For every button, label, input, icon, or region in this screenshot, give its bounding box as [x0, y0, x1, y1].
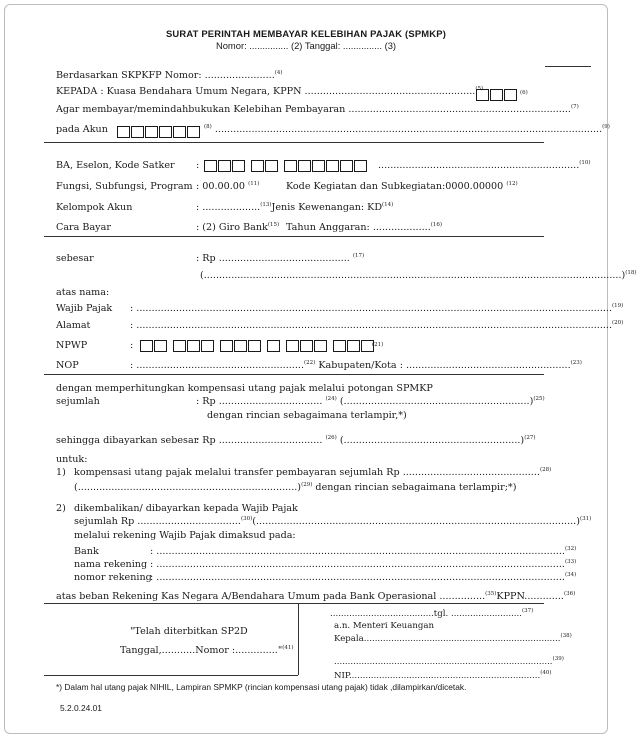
nip-text: NIP......................................................................: [334, 671, 541, 681]
ref-8: (8): [204, 124, 212, 130]
ref-5: (5): [475, 86, 484, 92]
ref-38: (38): [560, 633, 572, 639]
nomor-tanggal-line: Nomor: ............... (2) Tanggal: ............... (3): [215, 40, 397, 51]
ref-30: (30): [240, 516, 253, 522]
fungsi-label: Fungsi, Subfungsi, Program: [56, 181, 193, 192]
alamat-label: Alamat: [56, 320, 91, 331]
pada-akun-rest: [204, 124, 610, 135]
tahun-anggaran-text: Tahun Anggaran: ...................: [286, 222, 431, 233]
item-1-text: [74, 467, 551, 478]
alamat-dots: : ............................................................................................................................................................: [130, 320, 613, 331]
ref-15: (15): [267, 222, 280, 228]
ref-23: (23): [570, 360, 582, 366]
signer-name-dots: ................................................................................: [334, 657, 553, 667]
tempat-tanggal: [330, 608, 533, 619]
kppn-text: KPPN.............: [496, 591, 564, 602]
sehingga-value: [196, 435, 535, 446]
ref-36: (36): [563, 591, 576, 597]
kepala-text: Kepala........................................................................: [334, 634, 561, 644]
ref-10: (10): [579, 160, 591, 166]
ref-25: (25): [533, 396, 545, 402]
ref-40: (40): [540, 670, 552, 676]
bank-label: Bank: [74, 546, 99, 557]
nop-field: [130, 360, 582, 371]
kode-kegiatan: [286, 181, 518, 192]
sebesar-value-text: : Rp ...........................................: [196, 253, 350, 264]
rincian-terlampir: dengan rincian sebagaimana terlampir,*): [207, 410, 407, 421]
signature-vertical-divider: [298, 603, 299, 675]
ref-33: (33): [564, 559, 577, 565]
item-1-rincian: dengan rincian sebagaimana terlampir;*): [315, 482, 517, 493]
sp2d-tanggal-nomor: Tanggal,...........Nomor :..............": [120, 645, 283, 656]
ref-4: (4): [274, 70, 283, 76]
ba-code-boxes[interactable]: [204, 155, 368, 174]
jenis-kewenangan: Jenis Kewenangan: KD: [271, 202, 383, 213]
tahun-anggaran: [286, 222, 442, 233]
agar-line: [56, 104, 579, 115]
wajib-pajak-dots: : ............................................................................................................................................................: [130, 303, 613, 314]
atas-beban-text: atas beban Rekening Kas Negara A/Bendahara Umum pada Bank Operasional ...............: [56, 591, 486, 602]
kepala-line: [334, 633, 572, 644]
nip-line: [334, 670, 551, 681]
terbilang-line: [200, 270, 637, 281]
atas-nama-label: atas nama:: [56, 287, 110, 298]
nama-rekening-dots: : ......................................................................................................................................: [150, 559, 565, 570]
kepada-text: KEPADA : Kuasa Bendahara Umum Negara, KPPN ........................................................: [56, 86, 476, 97]
berdasarkan-line: [56, 70, 283, 81]
an-menteri: a.n. Menteri Keuangan: [334, 621, 435, 631]
ref-17: (17): [352, 253, 365, 259]
npwp-label: NPWP: [56, 340, 88, 351]
ref-35: (35): [485, 591, 497, 597]
sp2d-title: "Telah diterbitkan SP2D: [130, 626, 248, 637]
ba-colon: :: [196, 160, 200, 171]
kabupaten-kota: Kabupaten/Kota : ......................................................: [318, 360, 571, 371]
alamat-field: [130, 320, 623, 331]
ref-32: (32): [564, 546, 577, 552]
sejumlah-terbilang: (.............................................................): [339, 396, 534, 407]
npwp-boxes[interactable]: [140, 335, 375, 354]
tempat-tanggal-text: ......................................tgl. ..........................: [330, 609, 522, 619]
ref-28: (28): [539, 467, 552, 473]
signature-left-bottom-rule: [44, 675, 298, 676]
ref-7: (7): [570, 104, 579, 110]
document-title: SURAT PERINTAH MEMBAYAR KELEBIHAN PAJAK (SPMKP): [165, 28, 447, 39]
ref-14: (14): [382, 202, 394, 208]
item-1-kompensasi: kompensasi utang pajak melalui transfer pembayaran sejumlah Rp .............................................: [74, 467, 540, 478]
bank-dots: : ......................................................................................................................................: [150, 546, 565, 557]
sejumlah-value: [196, 396, 545, 407]
ref-26: (26): [325, 435, 337, 441]
ref-24: (24): [325, 396, 337, 402]
item-2-number: 2): [56, 503, 66, 514]
ref-31: (31): [579, 516, 592, 522]
npwp-colon: :: [130, 340, 134, 351]
terbilang-text: (.........................................................................................................................................): [200, 270, 626, 281]
nama-rekening-label: nama rekening: [74, 559, 148, 570]
fungsi-value: [196, 181, 259, 192]
ref-29: (29): [301, 482, 313, 488]
cara-bayar-text: : (2) Giro Bank: [196, 222, 268, 233]
cara-bayar-value: [196, 222, 279, 233]
nop-label: NOP: [56, 360, 79, 371]
dengan-kompensasi: dengan memperhitungkan kompensasi utang pajak melalui potongan SPMKP: [56, 383, 433, 394]
ref-20: (20): [612, 320, 624, 326]
nop-dots: : .......................................................: [130, 360, 305, 371]
wajib-pajak-field: [130, 303, 623, 314]
item-2-sejumlah: [74, 516, 591, 527]
ref-41: (41): [282, 645, 294, 651]
ref-39: (39): [552, 656, 564, 662]
sehingga-terbilang: (..........................................................): [339, 435, 525, 446]
atas-beban-line: [56, 591, 575, 602]
ba-label: BA, Eselon, Kode Satker: [56, 160, 175, 171]
cara-bayar-label: Cara Bayar: [56, 222, 111, 233]
sebesar-label: sebesar: [56, 253, 94, 264]
section-divider-2: [44, 236, 544, 237]
top-right-rule: [545, 66, 591, 67]
akun-code-boxes[interactable]: [117, 121, 201, 140]
footnote: *) Dalam hal utang pajak NIHIL, Lampiran SPMKP (rincian kompensasi utang pajak) tidak ,dilampirkan/dicetak.: [56, 682, 467, 692]
item-2-sejumlah-text: sejumlah Rp ..................................: [74, 516, 241, 527]
item-2-terbilang: (.........................................................................................................): [252, 516, 580, 527]
ref-22: (22): [304, 360, 316, 366]
ref-11: (11): [248, 181, 260, 187]
nama-rekening-field: [150, 559, 576, 570]
section-divider-3: [44, 374, 544, 375]
form-code: 5.2.0.24.01: [60, 703, 102, 713]
signer-name-line: [334, 656, 564, 667]
item-1-line2: [74, 482, 516, 493]
ref-27: (27): [524, 435, 536, 441]
sehingga-value-text: : Rp ..................................: [196, 435, 323, 446]
sp2d-line: [120, 645, 294, 656]
section-divider-1: [44, 142, 544, 143]
sejumlah-label: sejumlah: [56, 396, 100, 407]
sejumlah-value-text: : Rp ..................................: [196, 396, 323, 407]
ref-6: (6): [520, 90, 528, 96]
item-1-number: 1): [56, 467, 66, 478]
agar-text: Agar membayar/memindahbukukan Kelebihan Pembayaran .........................................................................: [56, 104, 571, 115]
wajib-pajak-label: Wajib Pajak: [56, 303, 113, 314]
item-1-terbilang: (........................................................................): [74, 482, 302, 493]
sebesar-value: [196, 253, 364, 264]
ref-19: (19): [612, 303, 624, 309]
ref-21: (21): [372, 342, 384, 348]
ba-dots-line: ..................................................................$^{(10)}$: [378, 160, 591, 171]
item-2-rekening: melalui rekening Wajib Pajak dimaksud pada:: [74, 530, 296, 541]
signature-top-rule: [44, 603, 544, 604]
untuk-label: untuk:: [56, 454, 88, 465]
bank-field: [150, 546, 576, 557]
kelompok-value: [196, 202, 393, 213]
ref-16: (16): [430, 222, 443, 228]
kode-kegiatan-text: Kode Kegiatan dan Subkegiatan:0000.00000: [286, 181, 504, 192]
ref-9: (9): [602, 124, 610, 130]
item-2-text: dikembalikan/ dibayarkan kepada Wajib Pajak: [74, 503, 298, 514]
fungsi-value-text: : 00.00.00: [196, 181, 246, 192]
pada-akun-label: pada Akun: [56, 124, 108, 135]
kelompok-label: Kelompok Akun: [56, 202, 133, 213]
kppn-code-boxes[interactable]: [476, 84, 518, 103]
ref-34: (34): [564, 572, 577, 578]
ref-13: (13): [260, 202, 272, 208]
sehingga-label: sehingga dibayarkan sebesar: [56, 435, 199, 446]
pada-akun-dots: ...............................................................................................................................: [214, 124, 603, 135]
ref-37: (37): [522, 608, 534, 614]
ref-18: (18): [625, 270, 637, 276]
nomor-rekening-dots: : ......................................................................................................................................: [150, 572, 565, 583]
nomor-rekening-label: nomor rekening: [74, 572, 152, 583]
nomor-rekening-field: [150, 572, 576, 583]
kepada-line: [56, 86, 483, 97]
berdasarkan-text: Berdasarkan SKPKFP Nomor: .......................: [56, 70, 275, 81]
ref-12: (12): [506, 181, 518, 187]
kelompok-value-text: : ...................: [196, 202, 261, 213]
